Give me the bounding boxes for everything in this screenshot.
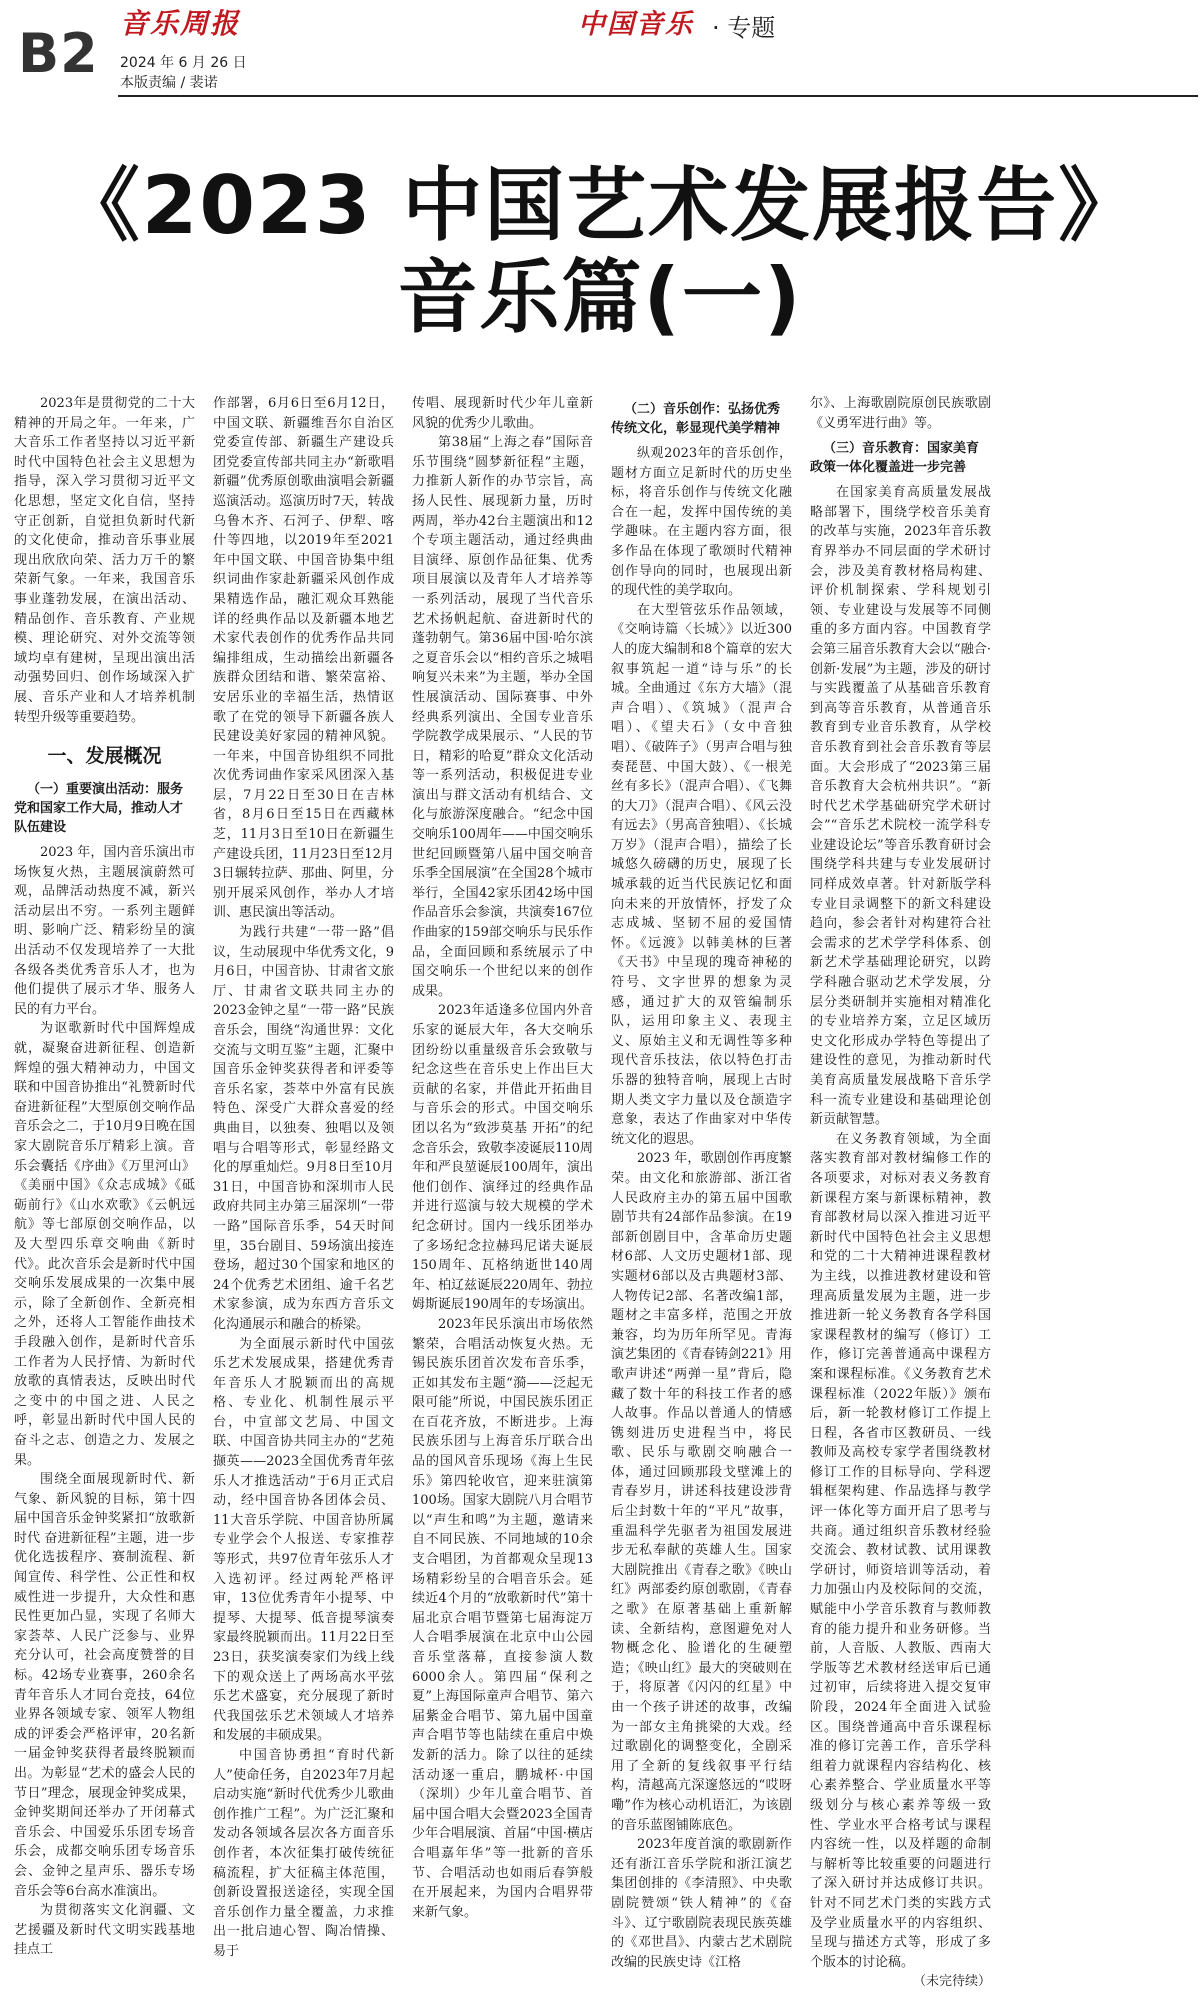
section-heading: 一、发展概况 <box>47 745 162 768</box>
headline-line-2: 音乐篇(一) <box>397 251 803 344</box>
section-brand-logo: 中国音乐 <box>578 9 694 40</box>
article-body <box>14 394 1190 1990</box>
paragraph: 在义务教育领域，为全面落实教育部对教材编修工作的各项要求，对标对表义务教育新课程方案与新课标精神，教育部教材局以深入推进习近平新时代中国特色社会主义思想和党的二十大精神进课程教材为主线，以推进教材建设和管理高质量发展为主题，进一步推进新一轮义务教育各学科国家课程教材的编写（修订）工作，修订完善普通高中课程方案和课程标准。《义务教育艺术课程标准（2022年版）》颁布后，新一轮教材修订工作提上日程，各省市区教研员、一线教师及高校专家学者围绕教材修订工作的目标导向、学科逻辑框架构建、作品选择与教学评一体化等方面开启了思考与共商。通过组织音乐教材经验交流会、教材试教、试用课教学研讨，师资培训等活动，着力加强山内及校际间的交流，赋能中小学音乐教育与教师教育的能力提升和业务研修。当前，人音版、人教版、西南大学版等艺术教材经送审后已通过初审，后续将进入提交复审阶段，2024年全面进入试验区。围绕普通高中音乐课程标准的修订完善工作，音乐学科组着力就课程内容结构化、核心素养整合、学业质量水平等级划分与核心素养等级一致性、学业水平合格考试与课程内容统一性，以及样题的命制与解析等比较重要的问题进行了深入研讨并达成修订共识。针对不同艺术门类的实践方式及学业质量水平的内容组织、呈现与描述方式等，形成了多个版本的讨论稿。 <box>810 1131 991 1970</box>
paragraph: 2023 年，歌剧创作再度繁荣。由文化和旅游部、浙江省人民政府主办的第五届中国歌剧节共有24部作品参演。在19部新创剧目中，含革命历史题材6部、人文历史题材1部、现实题材6部以及古典题材3部、人物传记2部、名著改编1部，题材之丰富多样，范围之开放兼容，均为历年所罕见。青海演艺集团的《青春铸剑221》用歌声讲述“两弹一星”背后，隐藏了数十年的科技工作者的感人故事。作品以普通人的情感镌刻进历史进程当中，将民歌、民乐与歌剧交响融合一体，通过回顾那段戈壁滩上的青春岁月，讲述科技建设涉背后尘封数十年的“平凡”故事，重温科学先驱者为祖国发展进步无私奉献的英雄人生。国家大剧院推出《青春之歌》《映山红》两部委约原创歌剧，《青春之歌》在原著基础上重新解读、全新结构，意图避免对人物概念化、脸谱化的生硬塑造；《映山红》最大的突破则在于，将原著《闪闪的红星》中由一个孩子讲述的故事，改编为一部女主角挑梁的大戏。经过歌剧化的调整变化，全剧采用了全新的复线叙事平行结构，清越高亢深邃悠远的“哎呀嘞”作为核心动机语汇，为该剧的音乐蓝图铺陈底色。 <box>611 1151 792 1833</box>
paragraph: 2023年民乐演出市场依然繁荣，合唱活动恢复火热。无锡民族乐团首次发布音乐季，正如其发布主题“漪——泛起无限可能”所说，中国民族乐团正在百花齐放，不断进步。上海民族乐团与上海音乐厅联合出品的国风音乐现场《海上生民乐》第四轮收官，迎来驻演第100场。国家大剧院八月合唱节以“声生和鸣”为主题，邀请来自不同民族、不同地域的10余支合唱团，为首都观众呈现13场精彩纷呈的合唱音乐会。延续近4个月的“放歌新时代”第十届北京合唱节暨第七届海淀万人合唱季展演在北京中山公园音乐堂落幕，直接参演人数6000余人。第四届“保利之夏”上海国际童声合唱节、第六届紫金合唱节、第九届中国童声合唱节等也陆续在重启中焕发新的活力。除了以往的延续活动逐一重启，鹏城杯·中国（深圳）少年儿童合唱节、首届中国合唱大会暨2023全国青少年合唱展演、首届“中国·横店合唱嘉年华”等一批新的音乐节、合唱活动也如雨后春笋般在开展起来，为国内合唱界带来新气象。 <box>412 1316 593 1920</box>
masthead-rule <box>118 95 1198 97</box>
headline <box>0 160 1200 344</box>
paragraph: 第38届“上海之春”国际音乐节围绕“圆梦新征程”主题，力推新人新作的办节宗旨，高扬人民性、展现新力量，历时两周，举办42台主题演出和12个专项主题活动，通过经典曲目演绎、原创作品征集、优秀项目展演以及青年人才培养等一系列活动，展现了当代音乐艺术扬帆起航、奋进新时代的蓬勃朝气。第36届中国·哈尔滨之夏音乐会以“相约音乐之城唱响复兴未来”为主题，举办全国性展演活动、国际赛事、中外经典系列演出、全国专业音乐学院教学成果展示、“人民的节日，精彩的哈夏”群众文化活动等一系列活动，积极促进专业演出与群文活动有机结合、文化与旅游深度融合。“纪念中国交响乐100周年——中国交响乐世纪回顾暨第八届中国交响音乐季全国展演”在全国28个城市举行，全国42家乐团42场中国作品音乐会参演，共演奏167位作曲家的159部交响乐与民乐作品，全面回顾和系统展示了中国交响乐一个世纪以来的创作成果。 <box>412 435 593 999</box>
intro-paragraph: 2023年是贯彻党的二十大精神的开局之年。一年来，广大音乐工作者坚持以习近平新时代中国特色社会主义思想为指导，深入学习贯彻习近平文化思想，坚定文化自信，坚持守正创新，自觉担负新时代新的文化使命，推动音乐事业展现出欣欣向荣、活力万千的繁荣新气象。一年来，我国音乐事业蓬勃发展，在演出活动、精品创作、音乐教育、产业规模、理论研究、对外交流等领域均卓有建树，呈现出演出活动强势回归、创作场域深入扩展、音乐产业和人才培养机制转型升级等重要趋势。 <box>14 396 195 725</box>
masthead <box>0 0 1200 100</box>
paragraph: 为讴歌新时代中国辉煌成就，凝聚奋进新征程、创造新辉煌的强大精神动力，中国文联和中国音协推出“礼赞新时代 奋进新征程”大型原创交响作品音乐会之二，于10月9日晚在国家大剧院音乐厅精彩上演。音乐会囊括《序曲》《万里河山》《美丽中国》《众志成城》《砥砺前行》《山水欢歌》《云帆远航》等七部原创交响作品，以及大型四乐章交响曲《新时代》。此次音乐会是新时代中国交响乐发展成果的一次集中展示，除了全新创作、全新亮相之外，还将人工智能作曲技术手段融入创作，是新时代音乐工作者为人民抒情、为新时代放歌的真情表达，反映出时代之变中的中国之进、人民之呼，彰显出新时代中国人民的奋斗之志、创造之力、发展之果。 <box>14 1021 195 1468</box>
paragraph: 为全面展示新时代中国弦乐艺术发展成果，搭建优秀青年音乐人才脱颖而出的高规格、专业化、机制性展示平台，中宣部文艺局、中国文联、中国音协共同主办的“艺苑撷英——2023全国优秀青年弦乐人才推选活动”于6月正式启动，经中国音协各团体会员、11大音乐学院、中国音协所属专业学会个人报送、专家推荐等形式，共97位青年弦乐人才入选初评。经过两轮严格评审，13位优秀青年小提琴、中提琴、大提琴、低音提琴演奏家最终脱颖而出。11月22日至23日，获奖演奏家们为线上线下的观众送上了两场高水平弦乐艺术盛宴，充分展现了新时代我国弦乐艺术领域人才培养和发展的丰硕成果。 <box>213 1336 394 1744</box>
issue-date: 2024 年 6 月 26 日 <box>120 55 247 71</box>
paragraph: 2023年适逢多位国内外音乐家的诞辰大年，各大交响乐团纷纷以重量级音乐会致敬与纪念这些在音乐史上作出巨大贡献的名家，并借此开拓曲目与音乐会的形式。中国交响乐团以名为“致涉莫基 开拓”的纪念音乐会，致敬李凌诞辰110周年和严良堃诞辰100周年，演出他们创作、演绎过的经典作品并进行巡演与较大规模的学术纪念研讨。国内一线乐团举办了多场纪念拉赫玛尼诺夫诞辰150周年、瓦格纳逝世140周年、柏辽兹诞辰220周年、勃拉姆斯诞辰190周年的专场演出。 <box>412 1003 593 1313</box>
paragraph: 围绕全面展现新时代、新气象、新风貌的目标，第十四届中国音乐金钟奖紧扣“放歌新时代 奋进新征程”主题，进一步优化选拔程序、赛制流程、新闻宣传、科学性、公正性和权威性进一步提升，大众性和惠民性更加凸显，实现了名师大家荟萃、人民广泛参与、业界充分认可，社会高度赞誉的目标。42场专业赛事，260余名青年音乐人才同台竞技，64位业界各领域专家、领军人物组成的评委会严格评审，20名新一届金钟奖获得者最终脱颖而出。为彰显“艺术的盛会人民的节日”理念，展现金钟奖成果，金钟奖期间还举办了开闭幕式音乐会、中国爱乐乐团专场音乐会，成都交响乐团专场音乐会、金钟之星声乐、器乐专场音乐会等6台高水准演出。 <box>14 1472 195 1899</box>
paragraph: 纵观2023年的音乐创作，题材方面立足新时代的历史坐标，将音乐创作与传统文化融合在一起，发挥中国传统的美学趣味。在主题内容方面，很多作品在体现了歌颂时代精神创作导向的同时，也展现出新的现代性的美学取向。 <box>611 446 792 599</box>
column-3 <box>412 394 593 1920</box>
column-5 <box>810 394 991 1990</box>
headline-line-1: 《2023 中国艺术发展报告》 <box>59 159 1141 252</box>
paragraph: 为践行共建“一带一路”倡议，生动展现中华优秀文化，9月6日，中国音协、甘肃省文旅厅、甘肃省文联共同主办的2023金钟之星“一带一路”民族音乐会，围绕“沟通世界：文化交流与文明互鉴”主题，汇聚中国音乐金钟奖获得者和评委等音乐名家，荟萃中外富有民族特色、深受广大群众喜爱的经典曲目，以独奏、独唱以及领唱与合唱等形式，彰显经路文化的厚重灿烂。9月8日至10月31日，中国音协和深圳市人民政府共同主办第三届深圳“一带一路”国际音乐季，54天时间里，35台剧目、59场演出接连登场，超过30个国家和地区的24个优秀艺术团组、逾千名艺术家参演，成为东西方音乐文化沟通展示和融合的桥梁。 <box>213 925 394 1332</box>
paragraph: 2023年度首演的歌剧新作还有浙江音乐学院和浙江演艺集团创排的《李清照》、中央歌剧院赞颂“铁人精神”的《奋斗》、辽宁歌剧院表现民族英雄的《邓世昌》、内蒙古艺术剧院改编的民族史诗《江格 <box>611 1837 792 1970</box>
subsection-heading: （一）重要演出活动：服务党和国家工作大局，推动人才队伍建设 <box>14 782 184 836</box>
subsection-heading: （二）音乐创作：弘扬优秀传统文化，彰显现代美学精神 <box>611 402 781 436</box>
continued-note: （未完待续） <box>912 1974 991 1990</box>
paragraph: 在国家美育高质量发展战略部署下，围绕学校音乐美育的改革与实施，2023年音乐教育界举办不同层面的学术研讨会，涉及美育教材格局构建、评价机制探索、学科规划引领、专业建设与发展等不同侧重的多方面内容。中国教育学会第三届音乐教育大会以“融合·创新·发展”为主题，涉及的研讨与实践覆盖了从基础音乐教育到高等音乐教育，从普通音乐教育到专业音乐教育，从学校音乐教育到社会音乐教育等层面。大会形成了“2023第三届音乐教育大会杭州共识”。“新时代艺术学基础研究学术研讨会”“音乐艺术院校一流学科专业建设论坛”等音乐教育研讨会围绕学科共建与专业发展研讨同样成效卓著。针对新版学科专业目录调整下的新文科建设趋向，参会者针对构建符合社会需求的艺术学学科体系、创新艺术学基础理论研究，以跨学科融合驱动艺术学发展，分层分类研制并实施相对精准化的专业培养方案，立足区域历史文化形成办学特色等提出了建设性的意见，为推动新时代美育高质量发展战略下音乐学科一流专业建设和基础理论创新贡献智慧。 <box>810 485 991 1128</box>
page-editor: 本版责编 / 裴诺 <box>120 75 218 91</box>
paragraph: 在大型管弦乐作品领域，《交响诗篇〈长城〉》以近300人的庞大编制和8个篇章的宏大叙事筑起一道“诗与乐”的长城。全曲通过《东方大墙》（混声合唱）、《筑城》（混声合唱）、《望夫石》（女中音独唱）、《破阵子》（男声合唱与独奏琵琶、中国大鼓）、《一根羌丝有多长》（混声合唱）、《飞舞的大刀》（混声合唱）、《风云没有远去》（男高音独唱）、《长城万岁》（混声合唱），描绘了长城悠久磅礴的历史，展现了长城承载的近当代民族记忆和面向未来的开放情怀，抒发了众志成城、坚韧不屈的爱国情怀。《远渡》以韩美林的巨著《天书》中呈现的瑰奇神秘的符号、文字世界的想象为灵感，通过扩大的双管编制乐队，运用印象主义、表现主义、原始主义和无调性等多种现代音乐技法，依以特色打击乐器的独特音响，展现上古时期人类文字力量以及仓颉造字意象，表达了作曲家对中华传统文化的遐思。 <box>611 602 792 1147</box>
paragraph: 作部署，6月6日至6月12日，中国文联、新疆维吾尔自治区党委宣传部、新疆生产建设兵团党委宣传部共同主办“新歌唱新疆”优秀原创歌曲演唱会新疆巡演活动。巡演历时7天，转战乌鲁木齐、石河子、伊犁、喀什等四地，以2019年至2021年中国文联、中国音协集中组织词曲作家赴新疆采风创作成果精选作品，融汇观众耳熟能详的经典作品以及新疆本地艺术家代表创作的优秀作品共同编排组成，生动描绘出新疆各族群众团结和谐、繁荣富裕、安居乐业的幸福生活，热情讴歌了在党的领导下新疆各族人民建设美好家园的精神风貌。一年来，中国音协组织不同批次优秀词曲作家采风团深入基层，7月22日至30日在吉林省，8月6日至15日在西藏林芝，11月3日至10日在新疆生产建设兵团，11月23日至12月3日辗转拉萨、那曲、阿里，分别开展采风创作，举办人才培训、惠民演出等活动。 <box>213 396 394 921</box>
subsection-heading: （三）音乐教育：国家美育政策一体化覆盖进一步完善 <box>810 441 980 476</box>
page-number: B2 <box>18 22 99 85</box>
column-2 <box>213 394 394 1959</box>
column-4 <box>611 394 792 1970</box>
paragraph: 中国音协勇担“育时代新人”使命任务，自2023年7月起启动实施“新时代优秀少儿歌曲创作推广工程”。为广泛汇聚和发动各领域各层次各方面音乐创作者，本次征集打破传统征稿流程，扩大征稿主体范围，创新设置报送途径，实现全国音乐创作力量全覆盖，力求推出一批启迪心智、陶冶情操、易于 <box>213 1747 394 1959</box>
section-label: · 专题 <box>712 14 776 42</box>
paragraph: 传唱、展现新时代少年儿童新风貌的优秀少儿歌曲。 <box>412 396 593 431</box>
paragraph: 为贯彻落实文化润疆、文艺援疆及新时代文明实践基地挂点工 <box>14 1903 195 1958</box>
paragraph: 尔》、上海歌剧院原创民族歌剧《义勇军进行曲》等。 <box>810 396 991 431</box>
paragraph: 2023 年，国内音乐演出市场恢复火热，主题展演蔚然可观，品牌活动热度不减，新兴活动层出不穷。一系列主题鲜明、影响广泛、精彩纷呈的演出活动不仅发现培养了一大批各级各类优秀音乐人才，也为他们提供了展示才华、服务人民的有力平台。 <box>14 845 195 1017</box>
newspaper-name-logo: 音乐周报 <box>120 7 241 40</box>
column-1 <box>14 394 195 1958</box>
